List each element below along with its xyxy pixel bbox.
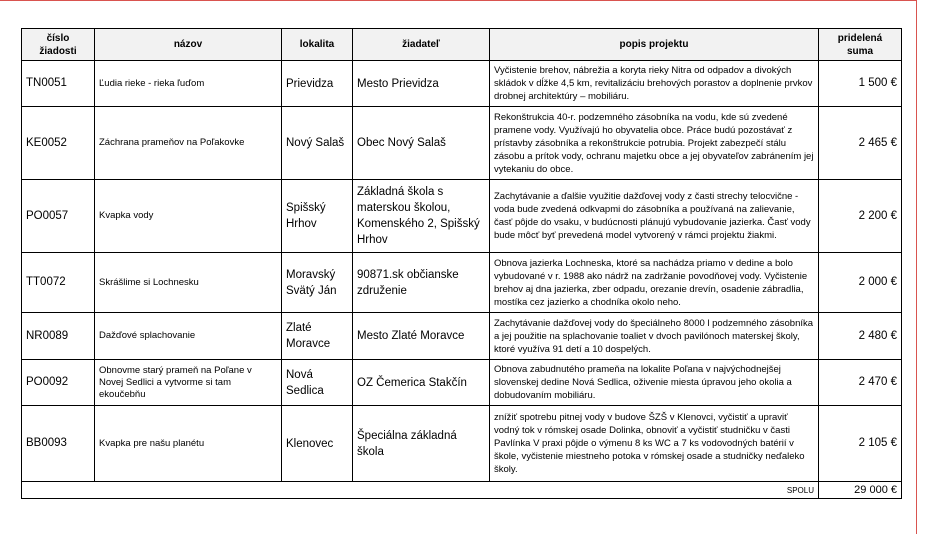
cell-amount: 2 470 €: [819, 360, 902, 406]
table-row: [22, 61, 902, 107]
cell-location: Nová Sedlica: [282, 360, 353, 406]
cell-applicant: 90871.sk občianske združenie: [353, 253, 490, 313]
header-amount: [819, 29, 902, 61]
cell-id: NR0089: [22, 313, 95, 360]
cell-location: Moravský Svätý Ján: [282, 253, 353, 313]
cell-name: Ľudia rieke - rieka ľuďom: [95, 61, 282, 107]
cell-location: Prievidza: [282, 61, 353, 107]
cell-description: Obnova zabudnutého prameňa na lokalite Poľana v najvýchodnejšej slovenskej dedine Nová Sedlica, oživenie miesta úpravou jeho okolia a dobudovaním mobiliáru.: [490, 360, 819, 406]
cell-name: Obnovme starý prameň na Poľane v Novej Sedlici a vytvorme si tam ekoučebňu: [95, 360, 282, 406]
cell-location: Nový Salaš: [282, 107, 353, 180]
page-border-right: [916, 0, 917, 534]
cell-description: Zachytávanie a ďalšie využitie dažďovej vody z časti strechy telocvične - voda bude zvedená odkvapmi do zásobníka a používaná na zalievanie, časť pôjde do vsaku, v budúcnosti plánujú vybudovanie jazierka. Časť vody bude môcť byť prevedená model vytvorený v rámci projektu žiakmi.: [490, 180, 819, 253]
header-id: [22, 29, 95, 61]
header-amount-label: pridelená suma: [837, 32, 883, 57]
cell-id: BB0093: [22, 406, 95, 482]
cell-applicant: Mesto Zlaté Moravce: [353, 313, 490, 360]
table-row: [22, 406, 902, 482]
cell-applicant: Špeciálna základná škola: [353, 406, 490, 482]
table-row: [22, 180, 902, 253]
cell-description: Obnova jazierka Lochneska, ktoré sa nachádza priamo v dedine a bolo vybudované v r. 1988 ako nádrž na zadržanie povodňovej vody. Vyčistenie brehov aj dna jazierka, zber odpadu, orezanie drevín, osadenie zábradlia, mostíka cez jazierko a chodníka okolo neho.: [490, 253, 819, 313]
cell-amount: 2 105 €: [819, 406, 902, 482]
cell-amount: 2 000 €: [819, 253, 902, 313]
cell-amount: 1 500 €: [819, 61, 902, 107]
cell-location: Klenovec: [282, 406, 353, 482]
cell-applicant: OZ Čemerica Stakčín: [353, 360, 490, 406]
header-applicant: žiadateľ: [353, 29, 490, 61]
cell-description: Vyčistenie brehov, nábrežia a koryta rieky Nitra od odpadov a divokých skládok v dĺžke 4,5 km, revitalizáciu brehových porastov a doplnenie prvkov drobnej architektúry – mobiliáru.: [490, 61, 819, 107]
table-row: [22, 107, 902, 180]
cell-id: TN0051: [22, 61, 95, 107]
table-row: [22, 253, 902, 313]
header-id-label: číslo žiadosti: [39, 32, 77, 57]
header-row: [22, 29, 902, 61]
page-border-top: [0, 0, 916, 1]
table-row: [22, 360, 902, 406]
cell-location: Spišský Hrhov: [282, 180, 353, 253]
cell-location: Zlaté Moravce: [282, 313, 353, 360]
grants-table: [21, 28, 902, 499]
cell-description: znížiť spotrebu pitnej vody v budove ŠZŠ v Klenovci, vyčistiť a upraviť vodný tok v rómskej osade Dolinka, obnoviť a vyčistiť studničku v časti Pavlínka V praxi pôjde o výmenu 8 ks WC a 7 ks vodovodných batérií v škole, vyčistenie miestneho potoka v rómskej osade a studničky neďaleko školy.: [490, 406, 819, 482]
header-location: lokalita: [282, 29, 353, 61]
cell-name: Kvapka vody: [95, 180, 282, 253]
total-label: SPOLU: [22, 482, 819, 499]
cell-amount: 2 200 €: [819, 180, 902, 253]
cell-id: TT0072: [22, 253, 95, 313]
cell-id: PO0057: [22, 180, 95, 253]
cell-id: KE0052: [22, 107, 95, 180]
cell-description: Rekonštrukcia 40-r. podzemného zásobníka na vodu, kde sú zvedené pramene vody. Využívajú ho obyvatelia obce. Práce budú pozostávať z prístavby zásobníka a rekonštrukcie potrubia. Projekt zabezpečí stálu zásobu a prítok vody, ochranu majetku obce a jej obyvateľov zabránením jej vytekaniu do obce.: [490, 107, 819, 180]
total-amount: 29 000 €: [819, 482, 902, 499]
cell-name: Dažďové splachovanie: [95, 313, 282, 360]
cell-amount: 2 465 €: [819, 107, 902, 180]
header-name: názov: [95, 29, 282, 61]
cell-applicant: Základná škola s materskou školou, Komenského 2, Spišský Hrhov: [353, 180, 490, 253]
total-row: [22, 482, 902, 499]
cell-id: PO0092: [22, 360, 95, 406]
header-description: popis projektu: [490, 29, 819, 61]
table-row: [22, 313, 902, 360]
cell-name: Kvapka pre našu planétu: [95, 406, 282, 482]
cell-amount: 2 480 €: [819, 313, 902, 360]
cell-applicant: Obec Nový Salaš: [353, 107, 490, 180]
cell-applicant: Mesto Prievidza: [353, 61, 490, 107]
cell-name: Skrášlime si Lochnesku: [95, 253, 282, 313]
cell-description: Zachytávanie dažďovej vody do špeciálneho 8000 l podzemného zásobníka a jej použitie na splachovanie toaliet v dvoch pavilónoch materskej školy, ktoré využíva 91 detí a 10 dospelých.: [490, 313, 819, 360]
cell-name: Záchrana prameňov na Poľakovke: [95, 107, 282, 180]
